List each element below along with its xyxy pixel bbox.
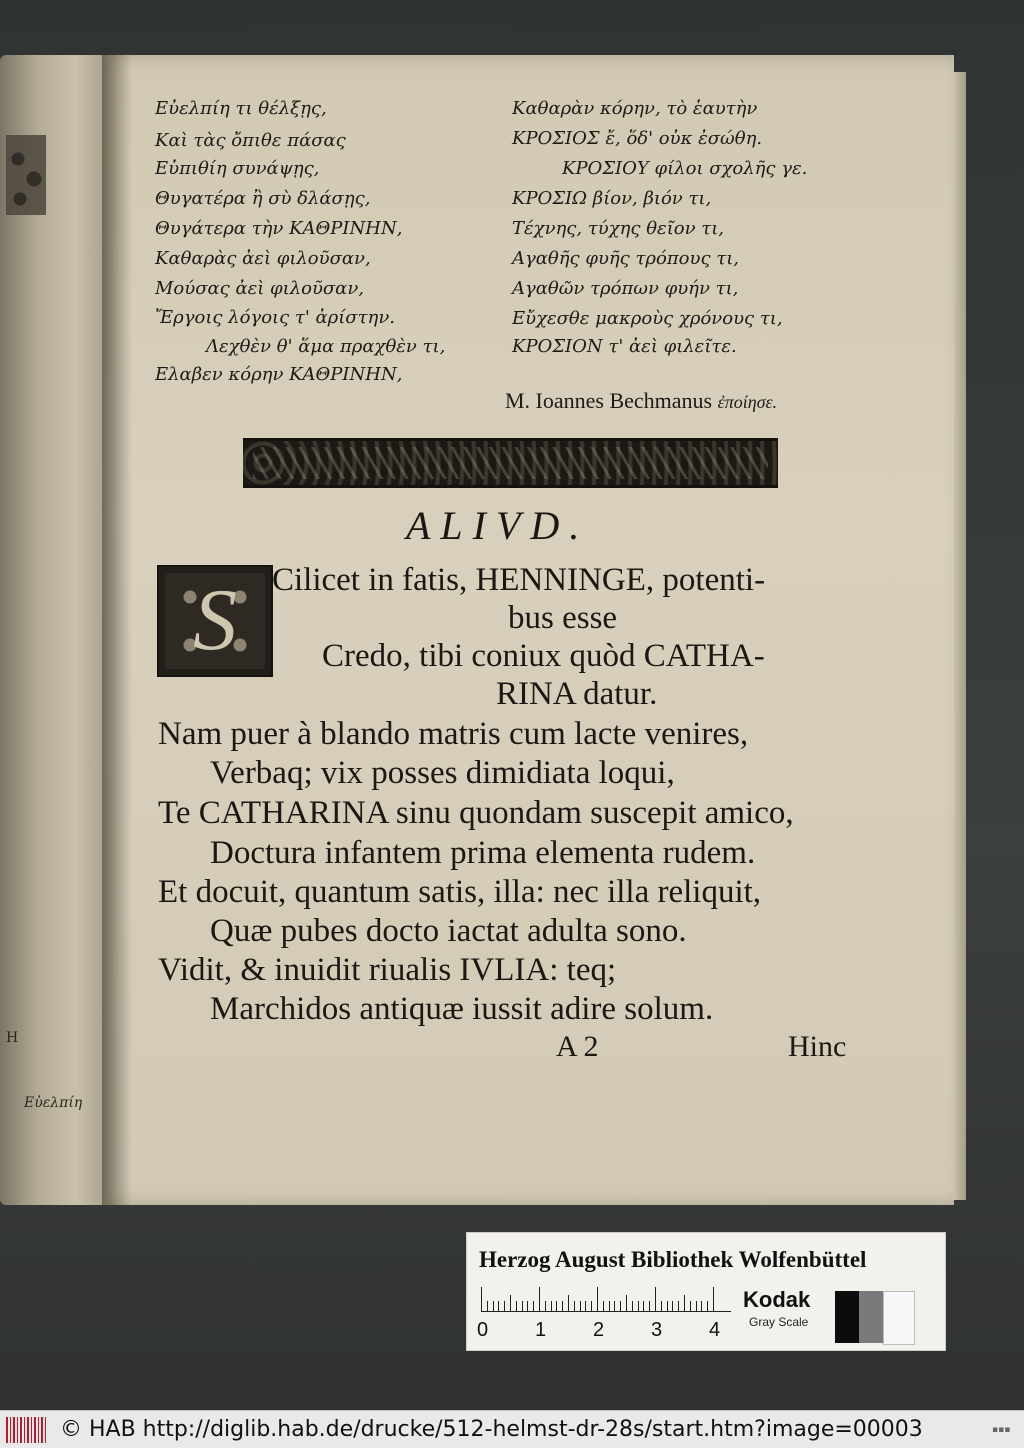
greek-line: Εὐελπίη τι θέλξῃς, [155,98,327,119]
footer-mark: ▪▪▪ [992,1425,1011,1435]
ruler-tick [649,1301,650,1311]
ruler-tick [556,1301,557,1311]
ruler-tick [661,1301,662,1311]
ruler-tick [527,1301,528,1311]
ruler-tick [684,1295,685,1311]
ruler-tick [498,1301,499,1311]
ruler-tick [696,1301,697,1311]
greek-line: Καθαρὰν κόρην, τὸ ἑαυτὴν [512,98,758,119]
poem-heading: ALIVD. [406,503,590,548]
greek-line: Αγαθῆς φυῆς τρόπους τι, [512,248,739,269]
poem-line: Verbaq; vix posses dimidiata loqui, [210,755,675,791]
greek-line: Θυγάτερα τὴν ΚΑΘΡΙΝΗΝ, [155,218,403,239]
ornamental-band [243,438,778,488]
ruler-tick [516,1301,517,1311]
greek-line: ΚΡΟΣΙΟΥ φίλοι σχολῆς γε. [562,158,808,179]
footer-source-link[interactable]: © HAB http://diglib.hab.de/drucke/512-helmst-dr-28s/start.htm?image=00003 [60,1417,923,1442]
ruler-tick [568,1295,569,1311]
ruler-tick [626,1295,627,1311]
kodak-logo: Kodak [743,1287,811,1312]
ruler-tick [603,1301,604,1311]
gray-swatch-black [835,1291,859,1343]
greek-line: Θυγατέρα ἢ σὺ δλάσῃς, [155,188,371,209]
greek-line: Αγαθῶν τρόπων φυήν τι, [512,278,739,299]
ruler-tick [614,1301,615,1311]
greek-line: Καὶ τὰς ὄπιθε πάσας [155,130,346,151]
greek-line: Μούσας ἀεὶ φιλοῦσαν, [155,278,365,299]
ruler-tick [574,1301,575,1311]
author-suffix: ἐποίησε. [717,392,778,412]
ruler-number: 4 [709,1319,721,1341]
ruler-tick [487,1301,488,1311]
author-signature [505,388,777,414]
poem-line: Doctura infantem prima elementa rudem. [210,835,756,871]
initial-letter: S [193,572,237,669]
greek-line: Καθαρὰς ἀεὶ φιλοῦσαν, [155,248,371,269]
greek-line: Εὔχεσθε μακροὺς χρόνους τι, [512,308,783,329]
ruler-tick [522,1301,523,1311]
ruler-number: 1 [535,1319,547,1341]
greek-line: Λεχθὲν θ' ἅμα πραχθὲν τι, [206,336,446,357]
ruler-tick [481,1287,482,1311]
ruler-tick [597,1287,598,1311]
ruler-tick [638,1301,639,1311]
previous-page-edge [0,55,108,1205]
poem-line: Vidit, & inuidit riualis IVLIA: teq; [158,952,617,988]
ruler-tick [551,1301,552,1311]
ruler-tick [620,1301,621,1311]
greek-line: Ἔργοις λόγοις τ' ἀρίστην. [155,307,396,328]
poem-line: Credo, tibi coniux quòd CATHA- [322,638,765,674]
hab-logo-icon [6,1417,46,1443]
signature-mark: A 2 [556,1030,599,1063]
ruler-tick [632,1301,633,1311]
greek-line: ΚΡΟΣΙΩ βίον, βιόν τι, [512,188,712,209]
ruler-number: 0 [477,1319,489,1341]
greek-line: ΚΡΟΣΙΟΝ τ' ἀεὶ φιλεῖτε. [512,336,737,357]
ruler-tick [672,1301,673,1311]
greek-line: Ελαβεν κόρην ΚΑΘΡΙΝΗΝ, [155,364,403,385]
decorated-initial [157,565,273,677]
previous-page-catchword: Εὐελπίη [24,1095,83,1111]
gray-swatch-mid [859,1291,883,1343]
ruler-tick [713,1287,714,1311]
gray-swatch-white [883,1291,915,1345]
poem-line: Nam puer à blando matris cum lacte venires, [158,716,749,752]
poem-line: Te CATHARINA sinu quondam suscepit amico, [158,795,794,831]
ruler-tick [690,1301,691,1311]
ruler-tick [591,1301,592,1311]
ruler-tick [585,1301,586,1311]
footer-bar [0,1410,1024,1448]
ruler-tick [580,1301,581,1311]
greek-line: ΚΡΟΣΙΟΣ ἔ, ὅδ' οὐκ ἐσώθη. [512,128,763,149]
poem-line: Quæ pubes docto iactat adulta sono. [210,913,687,949]
ruler-tick [678,1301,679,1311]
ruler [481,1285,731,1311]
author-name: M. Ioannes Bechmanus [505,388,713,413]
spine-shadow [102,55,132,1205]
ruler-tick [707,1301,708,1311]
gray-scale-caption: Gray Scale [749,1315,809,1329]
ruler-tick [562,1301,563,1311]
greek-line: Εὐπιθίη συνάψῃς, [155,158,320,179]
poem-line: Marchidos antiquæ iussit adire solum. [210,991,714,1027]
ruler-tick [643,1301,644,1311]
ruler-tick [504,1301,505,1311]
poem-line: Et docuit, quantum satis, illa: nec illa reliquit, [158,874,762,910]
ruler-tick [667,1301,668,1311]
ruler-tick [510,1295,511,1311]
catchword: Hinc [788,1030,847,1063]
ruler-number: 2 [593,1319,605,1341]
ruler-number: 3 [651,1319,663,1341]
greek-line: Τέχνης, τύχης θεῖον τι, [512,218,725,239]
poem-line: RINA datur. [496,676,658,712]
ruler-tick [539,1287,540,1311]
poem-line: Cilicet in fatis, HENNINGE, potenti- [272,562,766,598]
ruler-tick [545,1301,546,1311]
ruler-tick [609,1301,610,1311]
library-name: Herzog August Bibliothek Wolfenbüttel [479,1247,867,1272]
ruler-tick [701,1301,702,1311]
ruler-tick [655,1287,656,1311]
ornament-fragment [6,135,46,215]
ruler-tick [493,1301,494,1311]
library-scale-label [466,1232,946,1351]
previous-page-letter: H [6,1030,19,1046]
ruler-tick [533,1301,534,1311]
poem-line: bus esse [508,600,618,636]
